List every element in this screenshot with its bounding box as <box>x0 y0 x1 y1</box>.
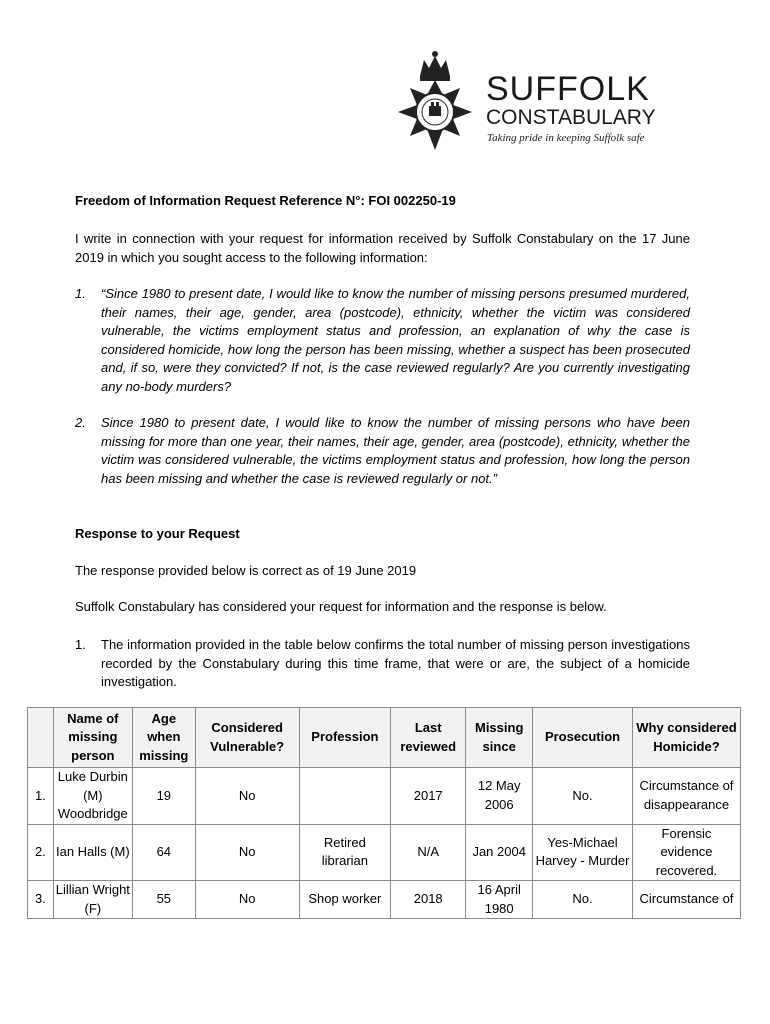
request-number: 1. <box>75 286 86 301</box>
table-row <box>28 768 741 825</box>
table-cell: N/A <box>391 824 466 881</box>
table-cell: Yes-Michael Harvey - Murder <box>533 824 633 881</box>
response-intro: Suffolk Constabulary has considered your request for information and the response is below. <box>75 599 607 614</box>
table-cell: No <box>195 881 299 919</box>
table-cell: 2. <box>28 824 54 881</box>
table-header-row <box>28 708 741 768</box>
table-header: Name of missing person <box>53 708 132 768</box>
table-cell: 12 May 2006 <box>466 768 533 825</box>
table-cell: Ian Halls (M) <box>53 824 132 881</box>
reference-title: Freedom of Information Request Reference N°: FOI 002250-19 <box>75 193 456 208</box>
table-header: Considered Vulnerable? <box>195 708 299 768</box>
table-cell: Jan 2004 <box>466 824 533 881</box>
table-cell: Lillian Wright (F) <box>53 881 132 919</box>
table-cell: No <box>195 768 299 825</box>
request-number: 2. <box>75 415 86 430</box>
table-cell: Retired librarian <box>299 824 391 881</box>
table-cell: 1. <box>28 768 54 825</box>
response-heading: Response to your Request <box>75 526 240 541</box>
missing-persons-table <box>27 707 741 919</box>
request-text: Since 1980 to present date, I would like to know the number of missing persons who have been missing for more than one year, their names, their age, gender, area (postcode), ethnicity, whether the victim was considered vulnerable, the victims employment status and profession, how long the person has been missing and whether the case is reviewed regularly or not.” <box>101 415 690 486</box>
table-cell: Circumstance of <box>632 881 740 919</box>
table-cell: 55 <box>132 881 195 919</box>
table-cell: 19 <box>132 768 195 825</box>
table-header: Last reviewed <box>391 708 466 768</box>
intro-paragraph: I write in connection with your request for information received by Suffolk Constabulary on the 17 June 2019 in which you sought access to the following information: <box>75 231 690 265</box>
table-header <box>28 708 54 768</box>
table-cell: 3. <box>28 881 54 919</box>
request-text: “Since 1980 to present date, I would like to know the number of missing persons presumed murdered, their names, their age, gender, area (postcode), ethnicity, whether the victim was considered vulnerable, the victims employment status and profession, an explanation of why the case is considered homicide, how long the person has been missing, whether a suspect has been prosecuted and, if so, were they convicted? If not, is the case reviewed regularly? Are you currently investigating any no-body murders? <box>101 286 690 394</box>
table-cell: Forensic evidence recovered. <box>632 824 740 881</box>
table-cell: 64 <box>132 824 195 881</box>
table-header: Age when missing <box>132 708 195 768</box>
table-cell: 2017 <box>391 768 466 825</box>
table-header: Why considered Homicide? <box>632 708 740 768</box>
table-row <box>28 824 741 881</box>
table-cell: Circumstance of disappearance <box>632 768 740 825</box>
table-cell: Shop worker <box>299 881 391 919</box>
response-point-text: The information provided in the table below confirms the total number of missing person investigations recorded by the Constabulary during this time frame, that were or are, the subject of a homicide investigation. <box>101 637 690 689</box>
police-badge-icon <box>388 50 482 158</box>
table-header: Profession <box>299 708 391 768</box>
brand-tagline: Taking pride in keeping Suffolk safe <box>487 132 645 144</box>
table-cell: No. <box>533 881 633 919</box>
table-row <box>28 881 741 919</box>
table-cell: Luke Durbin (M) Woodbridge <box>53 768 132 825</box>
table-cell: No. <box>533 768 633 825</box>
response-point-number: 1. <box>75 637 86 652</box>
table-header: Prosecution <box>533 708 633 768</box>
suffolk-constabulary-logo <box>388 50 678 160</box>
brand-name: SUFFOLK <box>486 70 650 108</box>
table-cell: 16 April 1980 <box>466 881 533 919</box>
table-cell: No <box>195 824 299 881</box>
table-cell: 2018 <box>391 881 466 919</box>
response-date: The response provided below is correct as of 19 June 2019 <box>75 563 417 578</box>
table-header: Missing since <box>466 708 533 768</box>
table-cell <box>299 768 391 825</box>
brand-subtitle: CONSTABULARY <box>486 106 656 129</box>
